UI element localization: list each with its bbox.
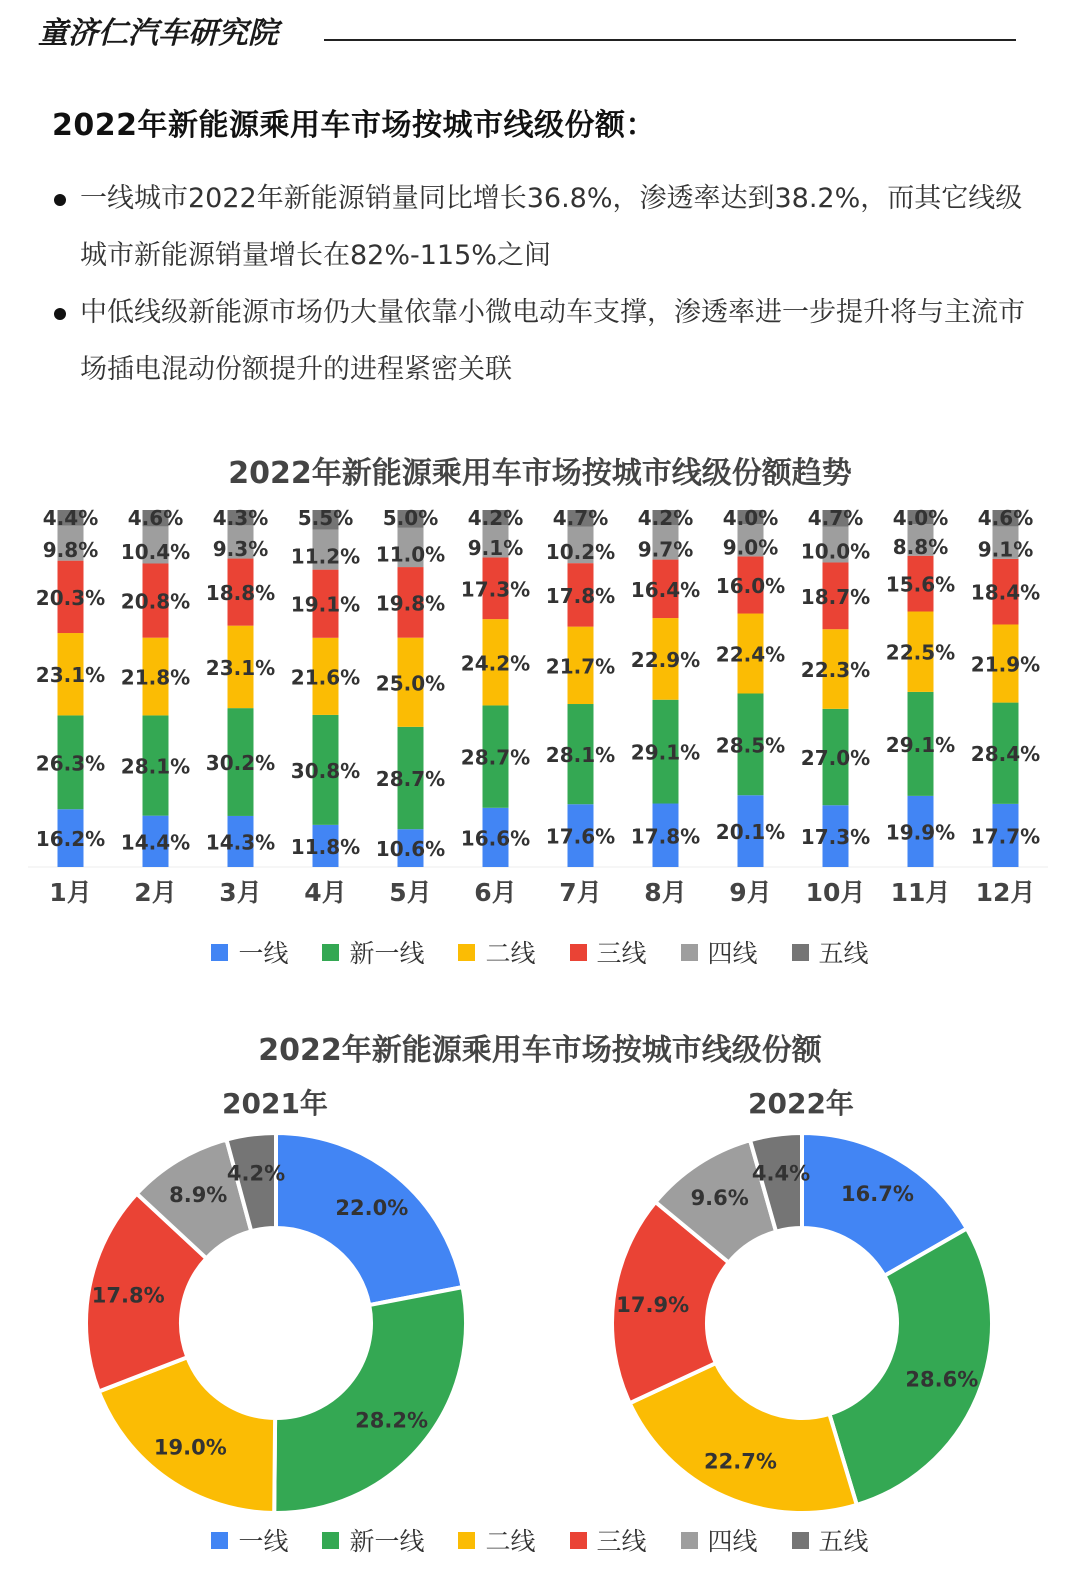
bullet-list bbox=[50, 170, 1035, 398]
brand-header bbox=[38, 6, 1018, 50]
stacked-bar-chart bbox=[0, 495, 1080, 905]
x-tick-label: 2月 bbox=[134, 878, 177, 905]
bar-value-label: 4.4% bbox=[42, 506, 99, 530]
bar-value-label: 21.8% bbox=[120, 665, 191, 690]
bar-value-label: 17.8% bbox=[545, 583, 616, 608]
bar-value-label: 21.7% bbox=[545, 654, 616, 679]
legend-swatch bbox=[458, 944, 475, 961]
legend-label: 二线 bbox=[485, 939, 536, 968]
bar-value-label: 4.0% bbox=[722, 506, 779, 530]
legend-swatch bbox=[792, 944, 809, 961]
legend-label: 五线 bbox=[818, 939, 869, 968]
bar-value-label: 17.6% bbox=[545, 824, 616, 849]
legend-label: 一线 bbox=[238, 1527, 289, 1556]
legend-swatch bbox=[681, 1532, 698, 1549]
legend-label: 三线 bbox=[596, 1527, 647, 1556]
bar-value-label: 10.0% bbox=[800, 539, 871, 564]
legend-swatch bbox=[211, 1532, 228, 1549]
bar-value-label: 23.1% bbox=[35, 663, 106, 688]
brand-name: 童济仁汽车研究院 bbox=[38, 16, 278, 51]
legend-label: 新一线 bbox=[349, 1527, 425, 1556]
donut-value-label: 17.9% bbox=[616, 1292, 690, 1317]
x-tick-label: 4月 bbox=[304, 878, 347, 905]
bar-value-label: 4.6% bbox=[127, 506, 184, 530]
donut-value-label: 28.6% bbox=[905, 1367, 979, 1392]
bar-value-label: 29.1% bbox=[885, 732, 956, 757]
bar-value-label: 24.2% bbox=[460, 651, 531, 676]
donut-value-label: 8.9% bbox=[169, 1183, 228, 1208]
bar-value-label: 4.7% bbox=[552, 506, 609, 530]
bar-value-label: 10.2% bbox=[545, 539, 616, 564]
legend-swatch bbox=[458, 1532, 475, 1549]
bar-value-label: 16.0% bbox=[715, 573, 786, 598]
x-tick-label: 7月 bbox=[559, 878, 602, 905]
donut-value-label: 4.4% bbox=[751, 1161, 811, 1186]
donut-value-label: 9.6% bbox=[690, 1185, 749, 1210]
bar-value-label: 11.2% bbox=[290, 544, 361, 569]
bar-value-label: 19.9% bbox=[885, 820, 956, 845]
bullet-item: 一线城市2022年新能源销量同比增长36.8%，渗透率达到38.2%，而其它线级城市新能源销量增长在82%-115%之间 bbox=[50, 170, 1035, 284]
bar-value-label: 11.8% bbox=[290, 834, 361, 859]
bar-value-label: 9.3% bbox=[212, 536, 269, 561]
brand-divider bbox=[324, 39, 1016, 41]
x-tick-label: 6月 bbox=[474, 878, 517, 905]
bar-value-label: 10.4% bbox=[120, 539, 191, 564]
bar-value-label: 23.1% bbox=[205, 655, 276, 680]
bar-value-label: 4.2% bbox=[637, 506, 694, 530]
bar-value-label: 28.1% bbox=[120, 754, 191, 779]
legend-label: 五线 bbox=[818, 1527, 869, 1556]
bar-value-label: 4.3% bbox=[212, 506, 269, 530]
bar-value-label: 16.4% bbox=[630, 577, 701, 602]
donut-value-label: 19.0% bbox=[153, 1435, 227, 1460]
legend-item bbox=[458, 1522, 535, 1558]
bar-value-label: 17.3% bbox=[460, 577, 531, 602]
legend-item bbox=[458, 934, 535, 970]
bar-value-label: 22.3% bbox=[800, 658, 871, 683]
bar-value-label: 4.7% bbox=[807, 506, 864, 530]
bar-value-label: 9.1% bbox=[467, 536, 524, 561]
legend-swatch bbox=[322, 944, 339, 961]
bar-value-label: 20.3% bbox=[35, 585, 106, 610]
bar-value-label: 25.0% bbox=[375, 671, 446, 696]
bar-value-label: 30.8% bbox=[290, 758, 361, 783]
legend-swatch bbox=[792, 1532, 809, 1549]
donut-value-label: 17.8% bbox=[91, 1283, 165, 1308]
legend-item bbox=[322, 934, 424, 970]
legend-item bbox=[792, 934, 869, 970]
bar-value-label: 28.7% bbox=[375, 767, 446, 792]
donut-charts bbox=[0, 1125, 1080, 1525]
bar-value-label: 22.5% bbox=[885, 640, 956, 665]
legend-item bbox=[211, 1522, 288, 1558]
x-tick-label: 12月 bbox=[975, 878, 1036, 905]
donut-value-label: 16.7% bbox=[841, 1181, 914, 1206]
legend-item bbox=[681, 934, 758, 970]
bar-value-label: 17.3% bbox=[800, 825, 871, 850]
legend-swatch bbox=[322, 1532, 339, 1549]
bar-value-label: 28.7% bbox=[460, 745, 531, 770]
donut-value-label: 22.7% bbox=[704, 1449, 777, 1474]
bar-value-label: 4.6% bbox=[977, 506, 1034, 530]
bar-value-label: 9.1% bbox=[977, 537, 1034, 562]
bar-value-label: 28.4% bbox=[970, 742, 1041, 767]
bar-value-label: 27.0% bbox=[800, 746, 871, 771]
bar-value-label: 30.2% bbox=[205, 751, 276, 776]
legend-item bbox=[570, 1522, 647, 1558]
donut-slice bbox=[274, 1287, 466, 1513]
bar-value-label: 8.8% bbox=[892, 535, 949, 560]
legend-label: 四线 bbox=[707, 939, 758, 968]
donut-value-label: 28.2% bbox=[355, 1408, 429, 1433]
bar-value-label: 18.4% bbox=[970, 580, 1041, 605]
bar-value-label: 5.5% bbox=[297, 506, 354, 530]
legend-label: 二线 bbox=[485, 1527, 536, 1556]
legend-label: 四线 bbox=[707, 1527, 758, 1556]
bar-value-label: 9.8% bbox=[42, 538, 99, 563]
x-tick-label: 9月 bbox=[729, 878, 772, 905]
x-tick-label: 11月 bbox=[890, 878, 951, 905]
bar-value-label: 14.3% bbox=[205, 830, 276, 855]
page-heading: 2022年新能源乘用车市场按城市线级份额： bbox=[52, 108, 656, 143]
donut-chart-legend bbox=[0, 1522, 1080, 1558]
bar-value-label: 15.6% bbox=[885, 572, 956, 597]
x-tick-label: 5月 bbox=[389, 878, 432, 905]
legend-swatch bbox=[211, 944, 228, 961]
bar-value-label: 26.3% bbox=[35, 751, 106, 776]
bar-value-label: 28.1% bbox=[545, 743, 616, 768]
x-tick-label: 8月 bbox=[644, 878, 687, 905]
bar-value-label: 9.0% bbox=[722, 535, 779, 560]
bar-value-label: 16.2% bbox=[35, 827, 106, 852]
legend-swatch bbox=[681, 944, 698, 961]
bullet-item: 中低线级新能源市场仍大量依靠小微电动车支撑，渗透率进一步提升将与主流市场插电混动份额提升的进程紧密关联 bbox=[50, 284, 1035, 398]
donut-chart-title: 2022年新能源乘用车市场按城市线级份额 bbox=[258, 1033, 822, 1068]
bar-value-label: 22.4% bbox=[715, 642, 786, 667]
legend-label: 一线 bbox=[238, 939, 289, 968]
bar-value-label: 4.2% bbox=[467, 506, 524, 530]
legend-item bbox=[792, 1522, 869, 1558]
bar-value-label: 5.0% bbox=[382, 506, 439, 530]
legend-swatch bbox=[570, 1532, 587, 1549]
legend-item bbox=[322, 1522, 424, 1558]
bar-value-label: 20.8% bbox=[120, 589, 191, 614]
bar-value-label: 16.6% bbox=[460, 826, 531, 851]
legend-item bbox=[211, 934, 288, 970]
bar-value-label: 19.1% bbox=[290, 592, 361, 617]
bar-value-label: 19.8% bbox=[375, 591, 446, 616]
bar-value-label: 22.9% bbox=[630, 647, 701, 672]
donut-2022-label: 2022年 bbox=[748, 1087, 854, 1120]
bar-value-label: 29.1% bbox=[630, 740, 701, 765]
bar-value-label: 20.1% bbox=[715, 820, 786, 845]
bar-value-label: 11.0% bbox=[375, 542, 446, 567]
legend-label: 三线 bbox=[596, 939, 647, 968]
x-tick-label: 3月 bbox=[219, 878, 262, 905]
bar-value-label: 28.5% bbox=[715, 733, 786, 758]
bar-value-label: 21.9% bbox=[970, 652, 1041, 677]
legend-swatch bbox=[570, 944, 587, 961]
legend-item bbox=[681, 1522, 758, 1558]
donut-value-label: 22.0% bbox=[335, 1195, 409, 1220]
bar-value-label: 18.8% bbox=[205, 581, 276, 606]
x-tick-label: 10月 bbox=[805, 878, 866, 905]
bar-value-label: 14.4% bbox=[120, 830, 191, 855]
bar-chart-title: 2022年新能源乘用车市场按城市线级份额趋势 bbox=[228, 456, 852, 491]
legend-item bbox=[570, 934, 647, 970]
donut-value-label: 4.2% bbox=[226, 1161, 286, 1186]
bar-value-label: 17.8% bbox=[630, 824, 701, 849]
bar-value-label: 9.7% bbox=[637, 537, 694, 562]
legend-label: 新一线 bbox=[349, 939, 425, 968]
bar-value-label: 17.7% bbox=[970, 824, 1041, 849]
bar-value-label: 4.0% bbox=[892, 506, 949, 530]
donut-2021-label: 2021年 bbox=[222, 1087, 328, 1120]
bar-value-label: 21.6% bbox=[290, 665, 361, 690]
bar-chart-legend bbox=[0, 934, 1080, 970]
bar-value-label: 18.7% bbox=[800, 584, 871, 609]
bar-value-label: 10.6% bbox=[375, 837, 446, 862]
x-tick-label: 1月 bbox=[49, 878, 92, 905]
